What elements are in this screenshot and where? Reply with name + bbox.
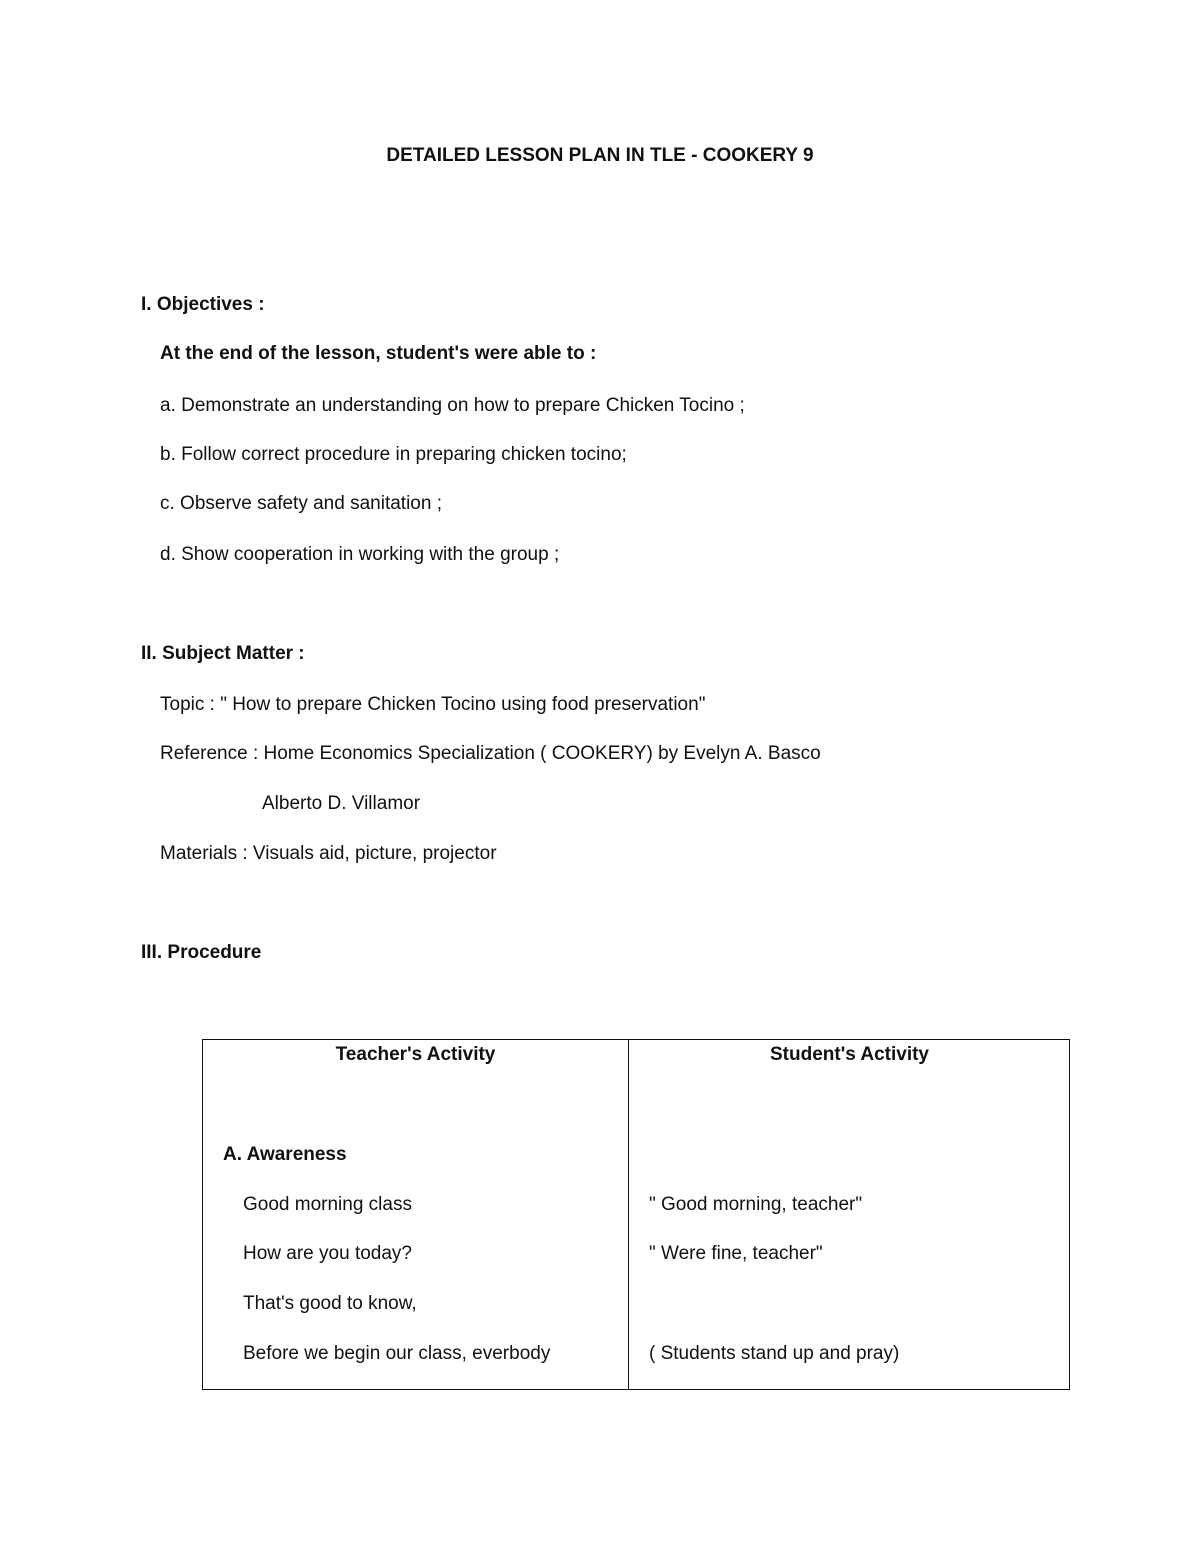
student-line: " Good morning, teacher"	[649, 1194, 863, 1215]
materials-line: Materials : Visuals aid, picture, projector	[160, 843, 497, 864]
objectives-intro: At the end of the lesson, student's were able to :	[160, 343, 597, 364]
procedure-table	[202, 1039, 1070, 1390]
teacher-line: Before we begin our class, everbody	[243, 1343, 551, 1364]
table-column-divider	[628, 1040, 629, 1389]
student-line: " Were fine, teacher"	[649, 1243, 823, 1264]
teacher-line: Good morning class	[243, 1194, 412, 1215]
teacher-activity-header: Teacher's Activity	[335, 1044, 496, 1065]
objective-item-b: b. Follow correct procedure in preparing chicken tocino;	[160, 444, 627, 465]
objective-item-c: c. Observe safety and sanitation ;	[160, 493, 442, 514]
objective-item-d: d. Show cooperation in working with the group ;	[160, 544, 560, 565]
teacher-line: That's good to know,	[243, 1293, 417, 1314]
objective-item-a: a. Demonstrate an understanding on how to prepare Chicken Tocino ;	[160, 395, 745, 416]
subject-matter-heading: II. Subject Matter :	[141, 643, 305, 664]
reference-line: Reference : Home Economics Specialization ( COOKERY) by Evelyn A. Basco	[160, 743, 821, 764]
teacher-line: How are you today?	[243, 1243, 412, 1264]
procedure-heading: III. Procedure	[141, 942, 262, 963]
student-activity-header: Student's Activity	[769, 1044, 929, 1065]
document-title: DETAILED LESSON PLAN IN TLE - COOKERY 9	[386, 145, 814, 166]
objectives-heading: I. Objectives :	[141, 294, 265, 315]
topic-line: Topic : " How to prepare Chicken Tocino using food preservation"	[160, 694, 706, 715]
student-line: ( Students stand up and pray)	[649, 1343, 900, 1364]
section-awareness: A. Awareness	[223, 1144, 347, 1165]
reference-continued: Alberto D. Villamor	[262, 793, 421, 814]
